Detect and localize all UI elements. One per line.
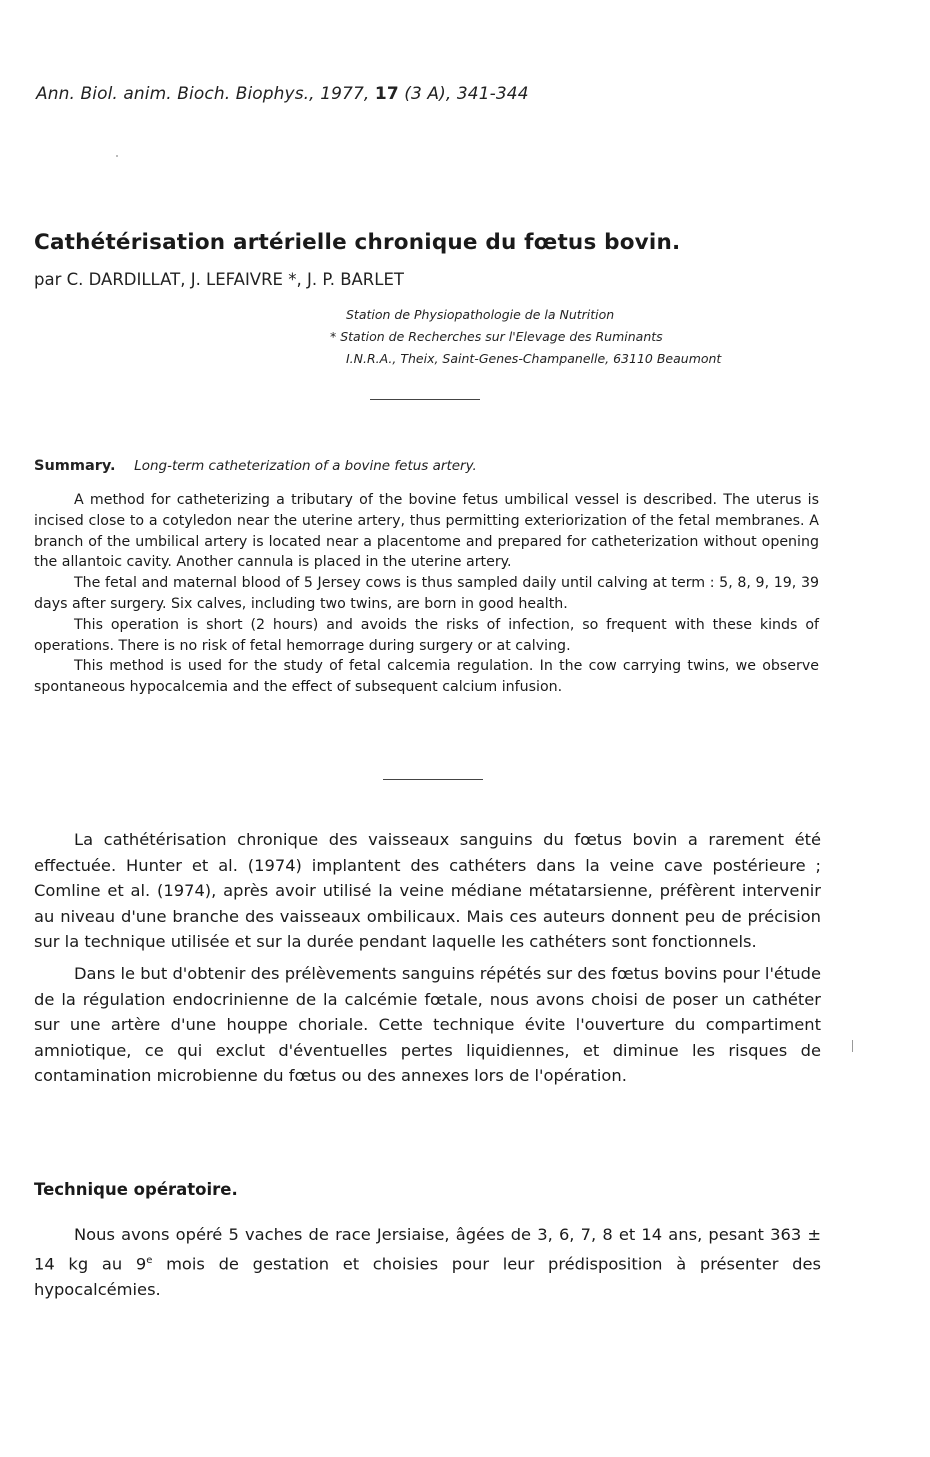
section-heading: Technique opératoire. <box>34 1180 238 1199</box>
section-paragraph <box>34 1222 821 1302</box>
body-text <box>34 827 821 1095</box>
affiliation-1: Station de Physiopathologie de la Nutrition <box>346 307 615 322</box>
section-superscript: e <box>146 1254 153 1266</box>
body-paragraph: La cathétérisation chronique des vaisseaux sanguins du fœtus bovin a rarement été effectuée. Hunter et al. (1974) implantent des cathéters dans la veine cave postérieure ; Comline et al. (1974), après avoir utilisé la veine médiane métatarsienne, préfèrent intervenir au niveau d'une branche des vaisseaux ombilicaux. Mais ces auteurs donnent peu de précision sur la technique utilisée et sur la durée pendant laquelle les cathéters sont fonctionnels. <box>34 830 821 952</box>
summary-block <box>34 490 819 698</box>
separator-rule <box>383 779 483 780</box>
scan-speck <box>116 155 118 157</box>
author-list: par C. DARDILLAT, J. LEFAIVRE *, J. P. BARLET <box>34 270 404 289</box>
section-text-a: Nous avons opéré 5 vaches de race Jersiaise, âgées de 3, 6, 7, 8 et 14 ans, pesant 363 ± 14 kg au 9 <box>34 1225 821 1274</box>
journal-issue-pages: (3 A), 341-344 <box>404 84 529 104</box>
margin-mark <box>852 1040 853 1052</box>
journal-citation <box>36 84 529 104</box>
section-text-b: mois de gestation et choisies pour leur prédisposition à présenter des hypocalcémies. <box>34 1254 821 1299</box>
journal-name: Ann. Biol. anim. Bioch. Biophys., <box>36 84 315 104</box>
section-body <box>34 1222 821 1302</box>
article-title: Cathétérisation artérielle chronique du fœtus bovin. <box>34 230 681 255</box>
journal-volume: 17 <box>374 84 399 104</box>
summary-paragraph: This operation is short (2 hours) and avoids the risks of infection, so frequent with these kinds of operations. There is no risk of fetal hemorrage during surgery or at calving. <box>34 616 819 654</box>
summary-paragraph: The fetal and maternal blood of 5 Jersey cows is thus sampled daily until calving at term : 5, 8, 9, 19, 39 days after surgery. Six calves, including two twins, are born in good health. <box>34 575 819 612</box>
body-paragraph: Dans le but d'obtenir des prélèvements sanguins répétés sur des fœtus bovins pour l'étude de la régulation endocrinienne de la calcémie fœtale, nous avons choisi de poser un cathéter sur une artère d'une houppe choriale. Cette technique évite l'ouverture du compartiment amniotique, ce qui exclut d'éventuelles pertes liquidiennes, et diminue les risques de contamination microbienne du fœtus ou des annexes lors de l'opération. <box>34 963 821 1086</box>
affiliation-3: I.N.R.A., Theix, Saint-Genes-Champanelle, 63110 Beaumont <box>346 351 722 366</box>
summary-paragraph: This method is used for the study of fetal calcemia regulation. In the cow carrying twins, we observe spontaneous hypocalcemia and the effect of subsequent calcium infusion. <box>34 658 819 696</box>
affiliation-2: * Station de Recherches sur l'Elevage des Ruminants <box>330 329 663 344</box>
summary-label: Summary. <box>34 458 116 474</box>
summary-paragraph: A method for catheterizing a tributary of the bovine fetus umbilical vessel is described. The uterus is incised close to a cotyledon near the uterine artery, thus permitting exteriorization of the fetal membranes. A branch of the umbilical artery is located near a placentome and prepared for catheterization without opening the allantoic cavity. Another cannula is placed in the uterine artery. <box>34 492 819 571</box>
summary-heading <box>34 458 477 474</box>
separator-rule <box>370 399 480 400</box>
summary-title: Long-term catheterization of a bovine fetus artery. <box>134 458 477 474</box>
journal-year: 1977, <box>320 84 370 104</box>
